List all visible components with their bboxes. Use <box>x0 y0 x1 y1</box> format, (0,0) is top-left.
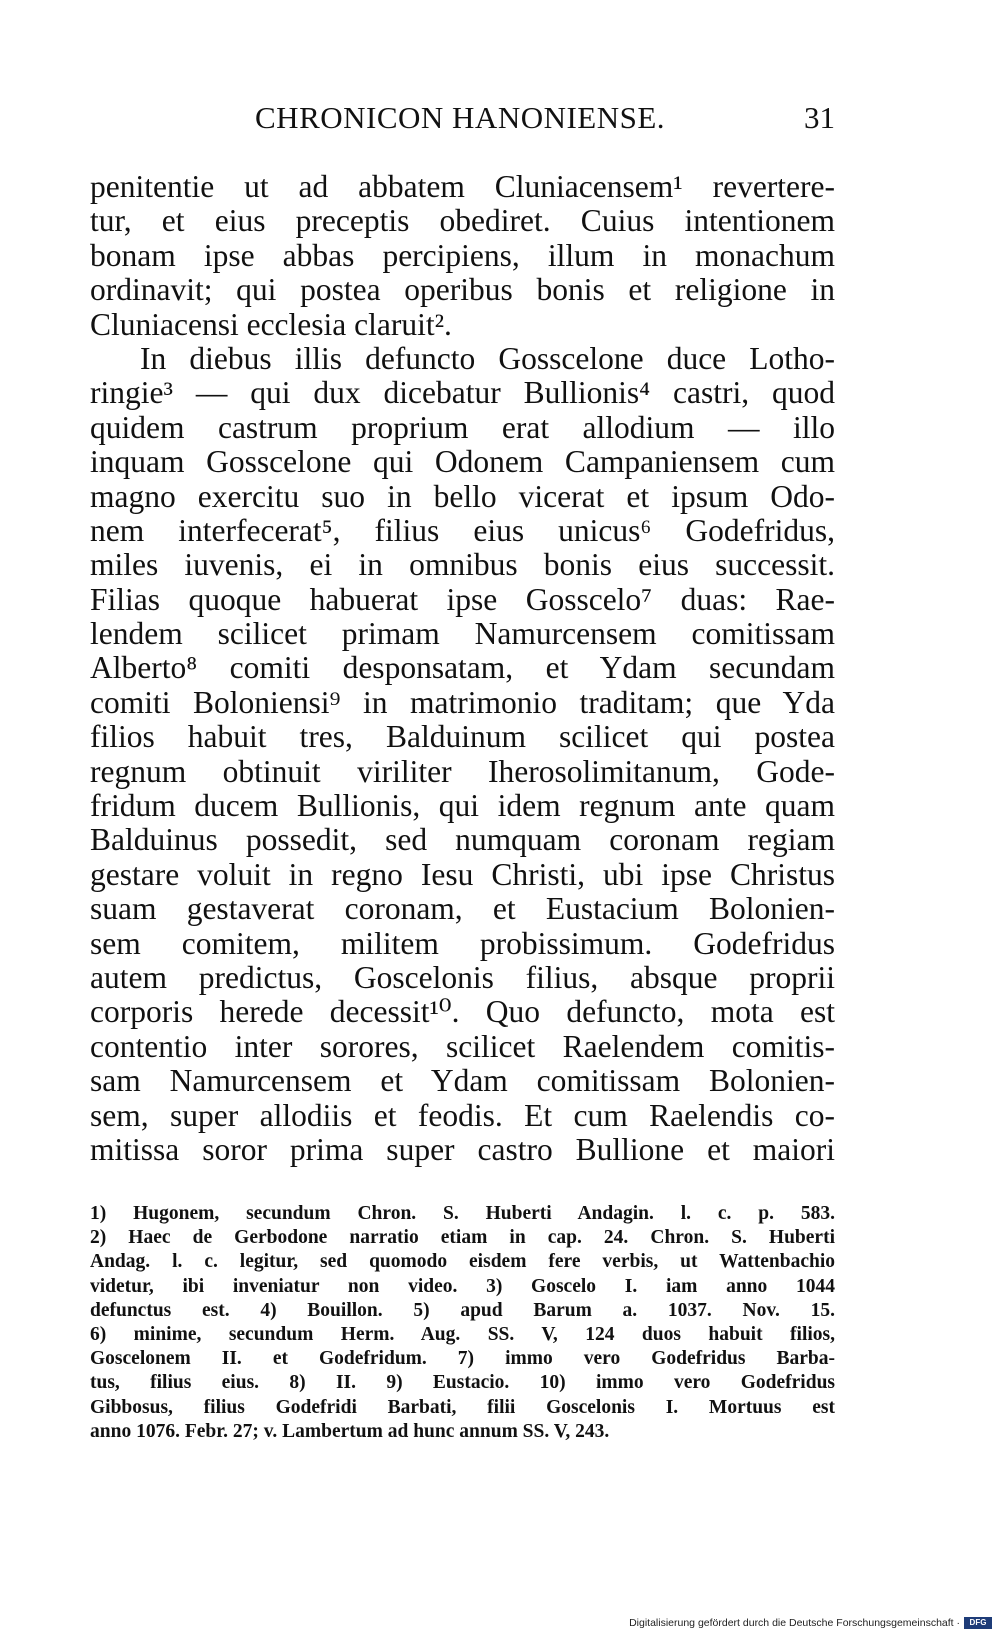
text-line: regnum obtinuit viriliter Iherosolimitanum, Gode- <box>90 753 835 789</box>
main-text <box>90 170 835 1167</box>
text-line: lendem scilicet primam Namurcensem comitissam <box>90 616 835 652</box>
text-line: sem comitem, militem probissimum. Godefridus <box>90 925 835 961</box>
text-line: corporis herede decessit¹⁰. Quo defuncto, mota est <box>90 994 835 1030</box>
text-line: sam Namurcensem et Ydam comitissam Bolonien- <box>90 1063 835 1099</box>
digitization-credit <box>629 1617 992 1629</box>
text-line: autem predictus, Goscelonis filius, absque proprii <box>90 959 835 995</box>
footnote-line: 2) Haec de Gerbodone narratio etiam in cap. 24. Chron. S. Huberti <box>90 1227 835 1249</box>
footnote-line: videtur, ibi inveniatur non video. 3) Goscelo I. iam anno 1044 <box>90 1275 835 1297</box>
text-line: fridum ducem Bullionis, qui idem regnum ante quam <box>90 788 835 824</box>
text-line: mitissa soror prima super castro Bullione et maiori <box>90 1131 835 1167</box>
text-line: Cluniacensi ecclesia claruit². <box>90 306 452 342</box>
page-header <box>90 100 835 140</box>
text-line: inquam Gosscelone qui Odonem Campaniensem cum <box>90 444 835 480</box>
text-line: penitentie ut ad abbatem Cluniacensem¹ revertere- <box>90 169 835 204</box>
text-line: bonam ipse abbas percipiens, illum in monachum <box>90 237 835 273</box>
dfg-logo-icon: DFG <box>964 1617 992 1629</box>
text-line: Alberto⁸ comiti desponsatam, et Ydam secundam <box>90 650 835 686</box>
text-line: sem, super allodiis et feodis. Et cum Raelendis co- <box>90 1097 835 1133</box>
text-line: tur, et eius preceptis obediret. Cuius intentionem <box>90 203 835 239</box>
footnote-line: defunctus est. 4) Bouillon. 5) apud Barum a. 1037. Nov. 15. <box>90 1299 835 1321</box>
text-line: filios habuit tres, Balduinum scilicet qui postea <box>90 719 835 755</box>
text-line: In diebus illis defuncto Gosscelone duce Lotho- <box>140 340 835 376</box>
text-line: ringie³ — qui dux dicebatur Bullionis⁴ castri, quod <box>90 375 835 411</box>
footnote-line: Gibbosus, filius Godefridi Barbati, filii Goscelonis I. Mortuus est <box>90 1396 835 1418</box>
page-number: 31 <box>804 100 835 135</box>
text-line: miles iuvenis, ei in omnibus bonis eius successit. <box>90 547 835 583</box>
text-line: Balduinus possedit, sed numquam coronam regiam <box>90 822 835 858</box>
text-line: Filias quoque habuerat ipse Gosscelo⁷ duas: Rae- <box>90 581 835 617</box>
text-line: ordinavit; qui postea operibus bonis et religione in <box>90 272 835 308</box>
footnote-line: 6) minime, secundum Herm. Aug. SS. V, 124 duos habuit filios, <box>90 1323 835 1345</box>
footnote-line: 1) Hugonem, secundum Chron. S. Huberti Andagin. l. c. p. 583. <box>90 1203 835 1224</box>
text-line: magno exercitu suo in bello vicerat et ipsum Odo- <box>90 478 835 514</box>
footnote-line: anno 1076. Febr. 27; v. Lambertum ad hunc annum SS. V, 243. <box>90 1420 610 1442</box>
text-line: comiti Boloniensi⁹ in matrimonio traditam; que Yda <box>90 684 835 720</box>
footnotes <box>90 1202 835 1444</box>
credit-text: Digitalisierung gefördert durch die Deutsche Forschungsgemeinschaft · <box>629 1617 960 1629</box>
text-line: contentio inter sorores, scilicet Raelendem comitis- <box>90 1028 835 1064</box>
footnote-line: Goscelonem II. et Godefridum. 7) immo vero Godefridus Barba- <box>90 1348 835 1370</box>
running-title: CHRONICON HANONIENSE. <box>255 100 666 135</box>
text-line: gestare voluit in regno Iesu Christi, ubi ipse Christus <box>90 856 835 892</box>
footnote-line: Andag. l. c. legitur, sed quomodo eisdem fere verbis, ut Wattenbachio <box>90 1251 835 1273</box>
footnote-line: tus, filius eius. 8) II. 9) Eustacio. 10) immo vero Godefridus <box>90 1372 835 1394</box>
text-line: suam gestaverat coronam, et Eustacium Bolonien- <box>90 891 835 927</box>
text-line: nem interfecerat⁵, filius eius unicus⁶ Godefridus, <box>90 512 835 548</box>
text-line: quidem castrum proprium erat allodium — illo <box>90 409 835 445</box>
